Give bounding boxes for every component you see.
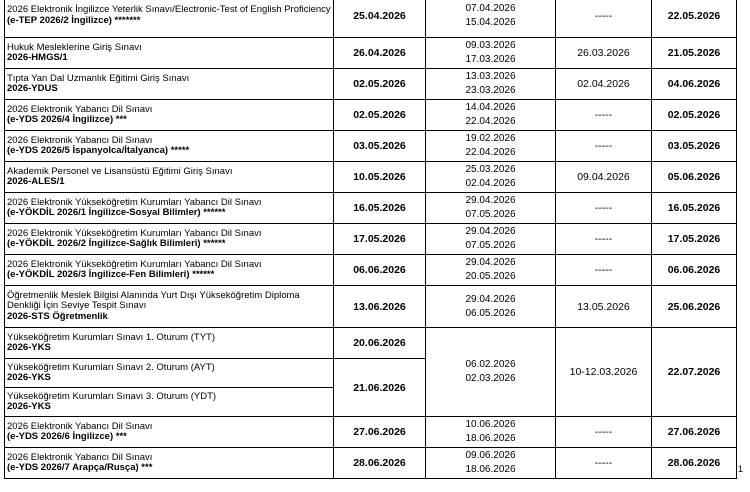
late-application-date: ----- (556, 448, 652, 479)
application-dates-cell (426, 69, 556, 100)
exam-name-cell (5, 388, 334, 417)
exam-code: (e-YDS 2026/5 İspanyolca/İtalyanca) ***** (7, 145, 190, 156)
exam-code: 2026-YDUS (7, 83, 58, 94)
application-dates-cell (426, 255, 556, 286)
exam-date: 06.06.2026 (334, 255, 426, 286)
result-date: 27.06.2026 (652, 417, 737, 448)
exam-name-cell (5, 38, 334, 69)
exam-code: 2026-ALES/1 (7, 176, 65, 187)
application-end: 22.04.2026 (465, 147, 516, 158)
exam-row (5, 286, 737, 328)
application-start: 10.06.2026 (465, 419, 516, 430)
late-application-date: ----- (556, 100, 652, 131)
late-application-date: ----- (556, 193, 652, 224)
late-application-date: ----- (556, 417, 652, 448)
application-dates-cell (426, 131, 556, 162)
exam-code: 2026-YKS (7, 342, 51, 353)
late-application-date: ----- (556, 131, 652, 162)
exam-code: (e-YÖKDİL 2026/3 İngilizce-Fen Bilimleri) ****** (7, 269, 215, 280)
exam-date: 26.04.2026 (334, 38, 426, 69)
exam-date: 25.04.2026 (334, 0, 426, 38)
application-end: 06.05.2026 (465, 307, 516, 319)
exam-row (5, 162, 737, 193)
result-date: 06.06.2026 (652, 255, 737, 286)
exam-date: 28.06.2026 (334, 448, 426, 479)
application-end: 17.03.2026 (465, 54, 516, 65)
exam-code: (e-YDS 2026/4 İngilizce) *** (7, 114, 127, 125)
exam-name: 2026 Elektronik Yabancı Dil Sınavı (7, 420, 153, 432)
exam-date: 21.06.2026 (334, 359, 426, 417)
late-application-date: ----- (556, 255, 652, 286)
exam-name: 2026 Elektronik Yükseköğretim Kurumları Yabancı Dil Sınavı (7, 258, 262, 270)
exam-name-cell (5, 448, 334, 479)
application-dates-cell (426, 0, 556, 38)
application-start: 13.03.2026 (465, 71, 516, 82)
exam-name: Yükseköğretim Kurumları Sınavı 3. Oturum (YDT) (7, 390, 217, 402)
application-start: 06.02.2026 (465, 359, 516, 370)
late-application-date: 09.04.2026 (556, 162, 652, 193)
late-application-date: 13.05.2026 (556, 286, 652, 328)
late-application-date: ----- (556, 0, 652, 38)
result-date: 04.06.2026 (652, 69, 737, 100)
exam-name: Akademik Personel ve Lisansüstü Eğitimi Giriş Sınavı (7, 165, 233, 177)
exam-name-cell (5, 328, 334, 359)
exam-row-yks-tyt (5, 328, 737, 359)
result-date: 02.05.2026 (652, 100, 737, 131)
result-date: 03.05.2026 (652, 131, 737, 162)
result-date: 28.06.2026 (652, 448, 737, 479)
application-start: 25.03.2026 (465, 164, 516, 175)
exam-name: 2026 Elektronik Yükseköğretim Kurumları Yabancı Dil Sınavı (7, 227, 262, 239)
exam-code: (e-TEP 2026/2 İngilizce) ******* (7, 14, 141, 26)
exam-code: 2026-YKS (7, 372, 51, 383)
exam-name: Yükseköğretim Kurumları Sınavı 2. Oturum (AYT) (7, 361, 215, 373)
exam-code: 2026-HMGS/1 (7, 52, 68, 63)
exam-date: 02.05.2026 (334, 100, 426, 131)
result-date: 22.05.2026 (652, 0, 737, 38)
exam-code: (e-YÖKDİL 2026/1 İngilizce-Sosyal Bilimler) ****** (7, 207, 226, 218)
application-end: 18.06.2026 (465, 464, 516, 475)
exam-name: Yükseköğretim Kurumları Sınavı 1. Oturum (TYT) (7, 331, 216, 343)
exam-schedule-body (5, 0, 737, 479)
application-dates-cell (426, 328, 556, 417)
application-dates-cell (426, 38, 556, 69)
application-end: 23.03.2026 (465, 85, 516, 96)
application-end: 07.05.2026 (465, 240, 516, 251)
late-application-date: 10-12.03.2026 (556, 328, 652, 417)
exam-name-cell (5, 162, 334, 193)
page-number: 1 (738, 464, 744, 474)
exam-name-cell (5, 417, 334, 448)
exam-row (5, 0, 737, 38)
exam-name-cell (5, 286, 334, 328)
exam-name: 2026 Elektronik Yabancı Dil Sınavı (7, 134, 153, 146)
exam-name-cell (5, 100, 334, 131)
application-end: 02.03.2026 (465, 373, 516, 384)
exam-name: Tıpta Yan Dal Uzmanlık Eğitimi Giriş Sınavı (7, 72, 190, 84)
application-start: 29.04.2026 (465, 293, 516, 305)
result-date: 22.07.2026 (652, 328, 737, 417)
application-end: 02.04.2026 (465, 178, 516, 189)
exam-date: 20.06.2026 (334, 328, 426, 359)
application-start: 07.04.2026 (465, 2, 516, 14)
exam-code: (e-YÖKDİL 2026/2 İngilizce-Sağlık Bilimleri) ****** (7, 238, 226, 249)
exam-date: 13.06.2026 (334, 286, 426, 328)
application-start: 09.03.2026 (465, 40, 516, 51)
application-dates-cell (426, 100, 556, 131)
late-application-date: 02.04.2026 (556, 69, 652, 100)
exam-date: 17.05.2026 (334, 224, 426, 255)
result-date: 21.05.2026 (652, 38, 737, 69)
application-dates-cell (426, 448, 556, 479)
exam-row (5, 193, 737, 224)
exam-name: Öğretmenlik Meslek Bilgisi Alanında Yurt Dışı Yükseköğretim Diploma Denkliği İçin Seviye Tespit Sınavı (7, 289, 300, 312)
exam-name: 2026 Elektronik Yükseköğretim Kurumları Yabancı Dil Sınavı (7, 196, 262, 208)
exam-name-cell (5, 131, 334, 162)
application-end: 07.05.2026 (465, 209, 516, 220)
exam-name-cell (5, 0, 334, 38)
exam-row (5, 417, 737, 448)
exam-name: 2026 Elektronik İngilizce Yeterlik Sınavı/Electronic-Test of English Proficiency (7, 4, 331, 15)
exam-name: 2026 Elektronik Yabancı Dil Sınavı (7, 103, 153, 115)
exam-date: 27.06.2026 (334, 417, 426, 448)
exam-row (5, 224, 737, 255)
exam-name: Hukuk Mesleklerine Giriş Sınavı (7, 41, 142, 53)
application-dates-cell (426, 224, 556, 255)
application-end: 20.05.2026 (465, 271, 516, 282)
application-start: 29.04.2026 (465, 195, 516, 206)
late-application-date: ----- (556, 224, 652, 255)
exam-date: 10.05.2026 (334, 162, 426, 193)
exam-row (5, 100, 737, 131)
result-date: 16.05.2026 (652, 193, 737, 224)
exam-date: 03.05.2026 (334, 131, 426, 162)
exam-name-cell (5, 255, 334, 286)
exam-name-cell (5, 69, 334, 100)
exam-row (5, 448, 737, 479)
application-dates-cell (426, 162, 556, 193)
late-application-date: 26.03.2026 (556, 38, 652, 69)
application-end: 18.06.2026 (465, 433, 516, 444)
application-start: 19.02.2026 (465, 133, 516, 144)
exam-row (5, 38, 737, 69)
exam-code: 2026-STS Öğretmenlik (7, 310, 108, 322)
exam-row (5, 131, 737, 162)
exam-date: 02.05.2026 (334, 69, 426, 100)
result-date: 05.06.2026 (652, 162, 737, 193)
exam-schedule-table (4, 0, 737, 479)
exam-code: (e-YDS 2026/6 İngilizce) *** (7, 431, 127, 442)
application-start: 14.04.2026 (465, 102, 516, 113)
exam-name-cell (5, 193, 334, 224)
application-dates-cell (426, 193, 556, 224)
exam-code: (e-YDS 2026/7 Arapça/Rusça) *** (7, 462, 153, 473)
application-start: 29.04.2026 (465, 226, 516, 237)
exam-date: 16.05.2026 (334, 193, 426, 224)
exam-name-cell (5, 359, 334, 388)
application-dates-cell (426, 417, 556, 448)
result-date: 17.05.2026 (652, 224, 737, 255)
exam-row (5, 255, 737, 286)
application-end: 22.04.2026 (465, 116, 516, 127)
exam-name-cell (5, 224, 334, 255)
result-date: 25.06.2026 (652, 286, 737, 328)
exam-row (5, 69, 737, 100)
application-end: 15.04.2026 (465, 16, 516, 28)
application-dates-cell (426, 286, 556, 328)
exam-name: 2026 Elektronik Yabancı Dil Sınavı (7, 451, 153, 463)
application-start: 29.04.2026 (465, 257, 516, 268)
application-start: 09.06.2026 (465, 450, 516, 461)
exam-code: 2026-YKS (7, 401, 51, 412)
